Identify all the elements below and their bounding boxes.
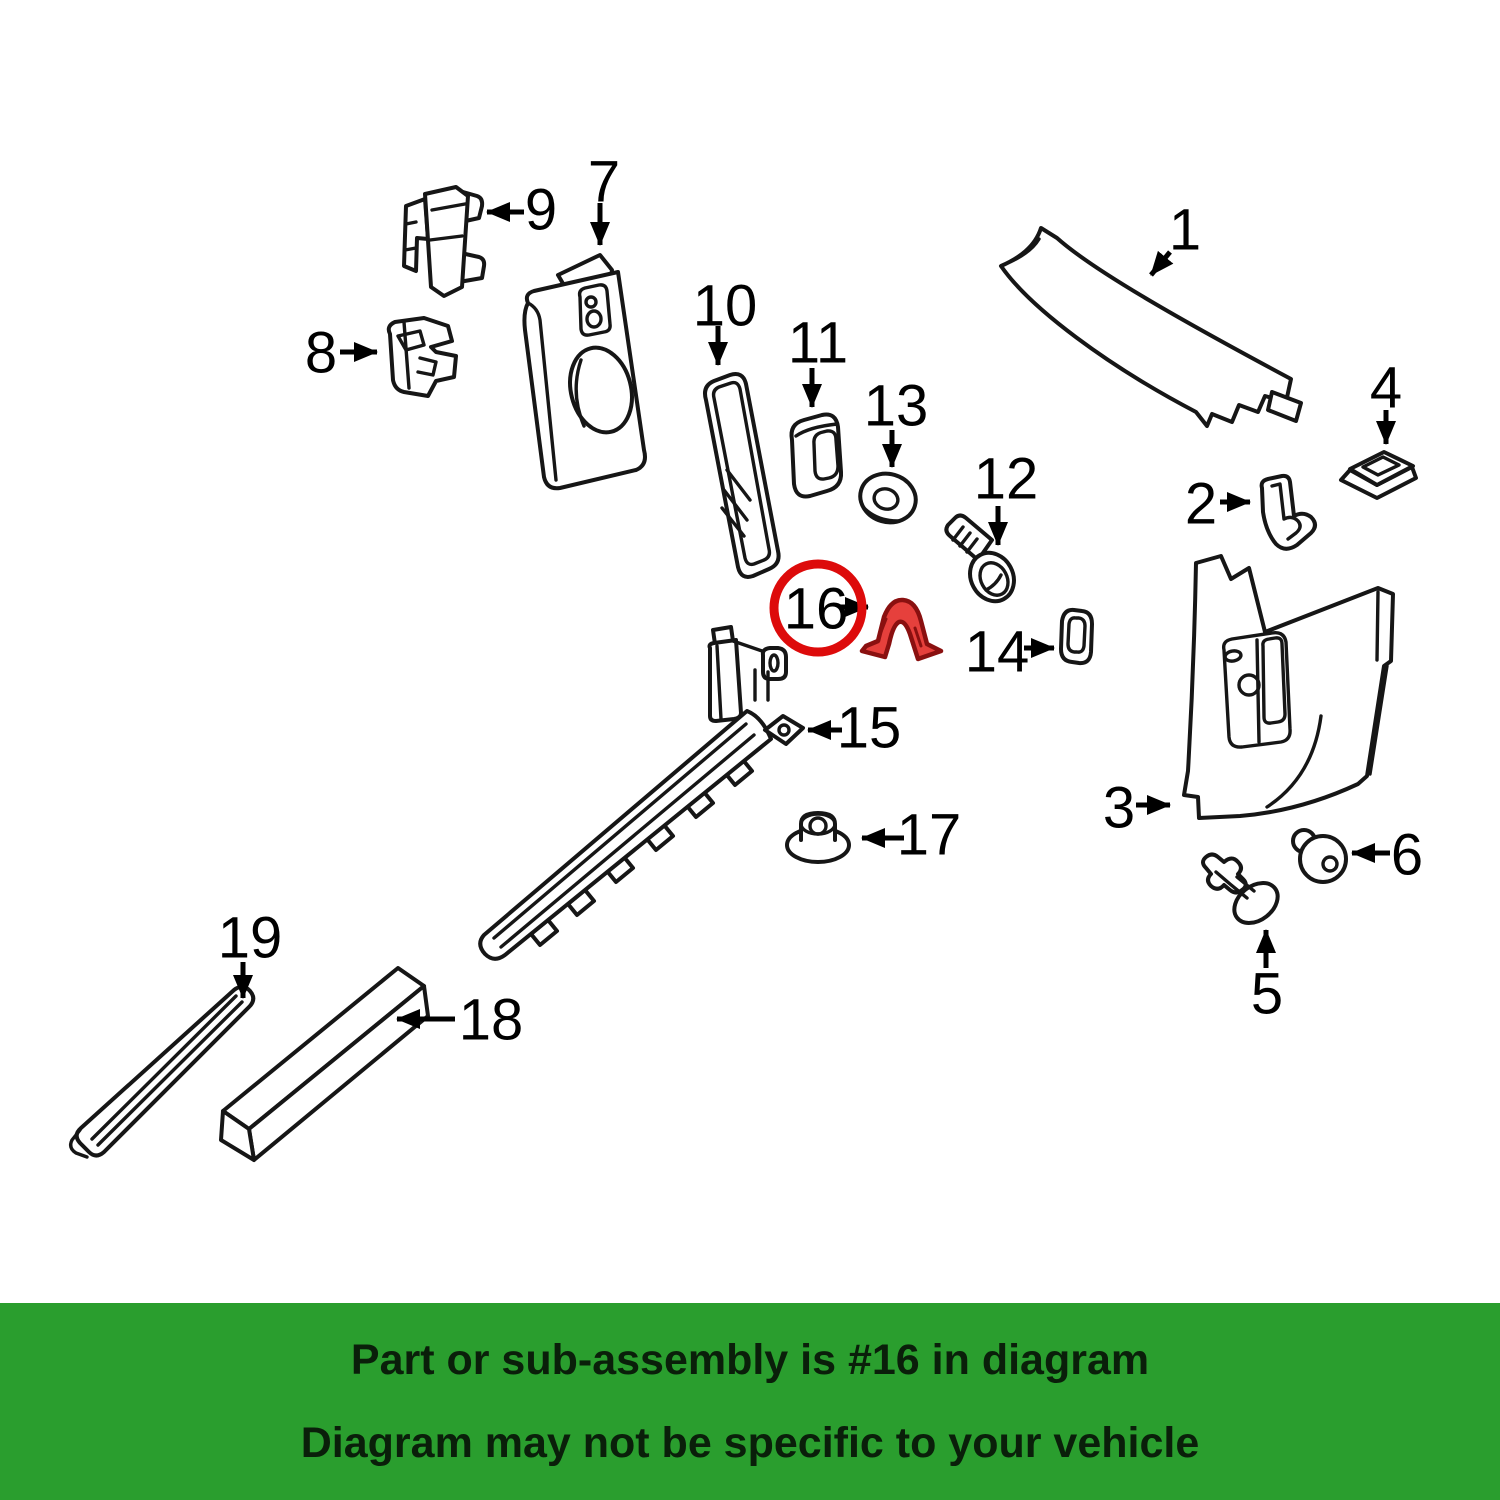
part-13-washer-drawing bbox=[854, 467, 921, 529]
part-15-sill-trim-drawing bbox=[480, 627, 803, 959]
callout-6: 6 bbox=[1390, 822, 1424, 888]
part-1-a-pillar-trim-drawing bbox=[1001, 228, 1301, 426]
part-5-fastener-drawing bbox=[1203, 855, 1285, 932]
part-14-oval-grommet-drawing bbox=[1061, 610, 1092, 663]
banner-line-2: Diagram may not be specific to your vehicle bbox=[300, 1418, 1200, 1467]
part-11-cap-drawing bbox=[792, 415, 842, 497]
part-7-b-pillar-trim-drawing bbox=[524, 255, 645, 488]
part-2-hook-clip-drawing bbox=[1262, 476, 1315, 549]
part-3-cowl-side-trim-drawing bbox=[1184, 556, 1393, 818]
callout-17: 17 bbox=[896, 802, 962, 868]
callout-8: 8 bbox=[304, 320, 338, 386]
part-4-clip-drawing bbox=[1341, 452, 1416, 498]
callout-12: 12 bbox=[973, 446, 1039, 512]
callout-16: 16 bbox=[783, 576, 849, 642]
callout-15: 15 bbox=[836, 695, 902, 761]
callout-9: 9 bbox=[524, 177, 558, 243]
callout-2: 2 bbox=[1184, 471, 1218, 537]
callout-10: 10 bbox=[692, 273, 758, 339]
callout-18: 18 bbox=[458, 987, 524, 1053]
callout-7: 7 bbox=[587, 149, 621, 215]
callout-19: 19 bbox=[217, 905, 283, 971]
callout-1: 1 bbox=[1168, 197, 1202, 263]
part-12-screw-drawing bbox=[946, 516, 1022, 609]
part-8-clip-drawing bbox=[389, 318, 456, 396]
callout-4: 4 bbox=[1369, 355, 1403, 421]
callout-3: 3 bbox=[1102, 775, 1136, 841]
part-6-push-pin-drawing bbox=[1293, 830, 1346, 882]
banner-line-1: Part or sub-assembly is #16 in diagram bbox=[350, 1335, 1150, 1384]
callout-5: 5 bbox=[1250, 961, 1284, 1027]
callout-13: 13 bbox=[863, 373, 929, 439]
callout-14: 14 bbox=[964, 619, 1030, 685]
part-9-bracket-drawing bbox=[404, 187, 484, 296]
callout-11: 11 bbox=[787, 310, 849, 376]
disclaimer-banner bbox=[0, 1303, 1500, 1500]
part-10-trim-strip-drawing bbox=[705, 374, 779, 577]
part-17-grommet-nut-drawing bbox=[787, 813, 849, 862]
part-16-highlighted-clip bbox=[862, 600, 941, 659]
